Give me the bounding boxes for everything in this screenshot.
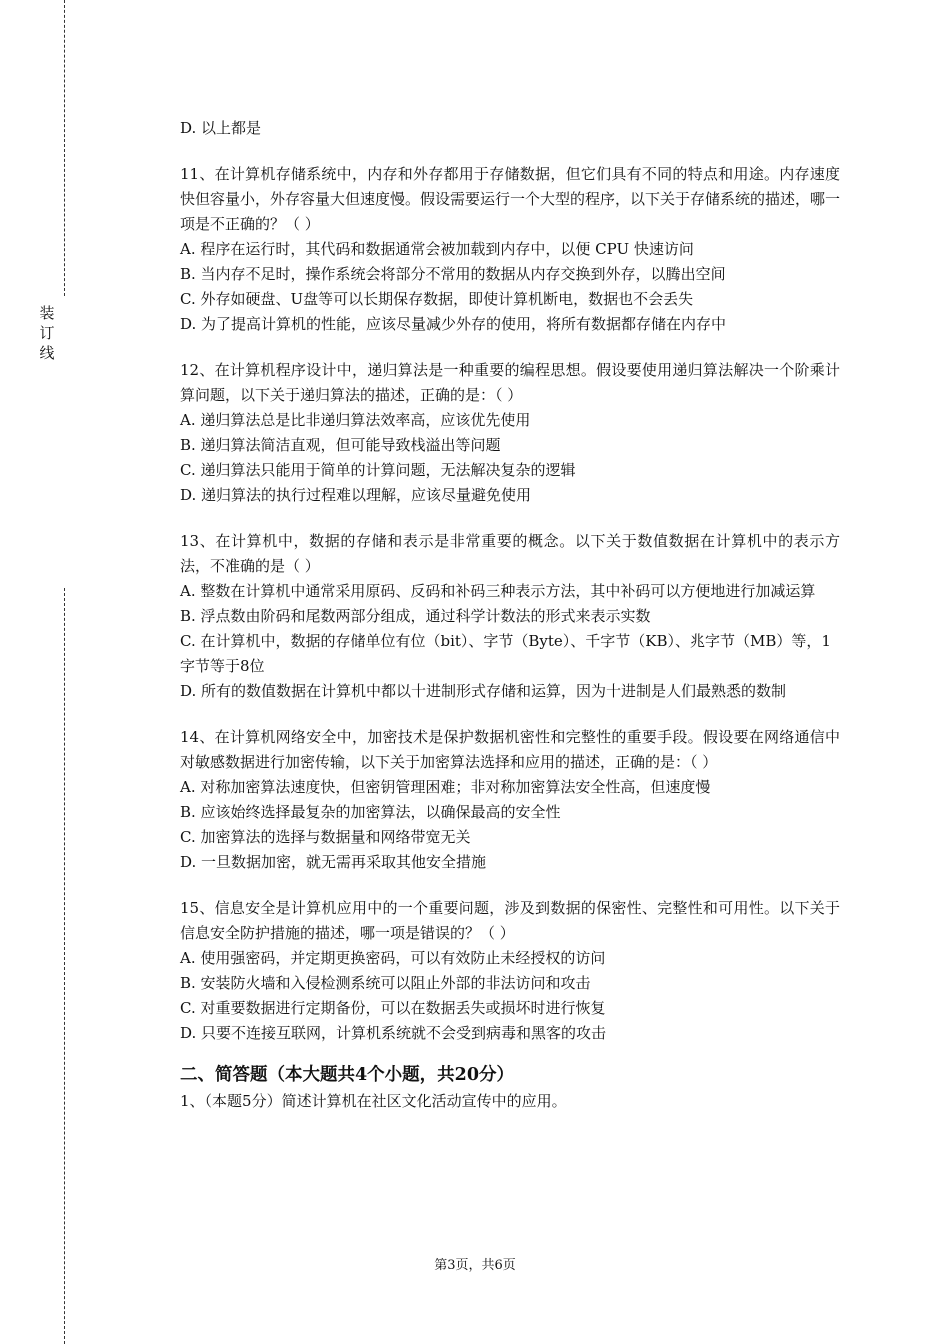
option-a: A. 整数在计算机中通常采用原码、反码和补码三种表示方法，其中补码可以方便地进行加减运算 [180,582,816,600]
option-a: A. 程序在运行时，其代码和数据通常会被加载到内存中，以便 CPU 快速访问 [180,240,694,258]
question-12 [180,358,840,508]
question-15 [180,896,840,1046]
question-14 [180,725,840,875]
option-a: A. 使用强密码，并定期更换密码，可以有效防止未经授权的访问 [180,949,606,967]
option-c: C. 递归算法只能用于简单的计算问题，无法解决复杂的逻辑 [180,461,576,479]
question-13 [180,529,840,704]
option-c: C. 在计算机中，数据的存储单位有位（bit）、字节（Byte）、千字节（KB）、兆字节（MB）等，1字节等于8位 [180,632,831,675]
binding-char: 装 [39,304,55,322]
question-stem: 14、在计算机网络安全中，加密技术是保护数据机密性和完整性的重要手段。假设要在网络通信中对敏感数据进行加密传输，以下关于加密算法选择和应用的描述，正确的是：（ ） [180,728,840,771]
option-d: D. 所有的数值数据在计算机中都以十进制形式存储和运算，因为十进制是人们最熟悉的数制 [180,682,787,700]
option-b: B. 安装防火墙和入侵检测系统可以阻止外部的非法访问和攻击 [180,974,591,992]
page-footer: 第3页，共6页 [434,1258,516,1273]
option-d-previous: D. 以上都是 [180,119,262,137]
option-d: D. 一旦数据加密，就无需再采取其他安全措施 [180,853,487,871]
option-b: B. 应该始终选择最复杂的加密算法，以确保最高的安全性 [180,803,561,821]
option-b: B. 浮点数由阶码和尾数两部分组成，通过科学计数法的形式来表示实数 [180,607,651,625]
question-11 [180,162,840,337]
option-b: B. 递归算法简洁直观，但可能导致栈溢出等问题 [180,436,501,454]
short-answer-item: 1、（本题5分）简述计算机在社区文化活动宣传中的应用。 [180,1092,567,1110]
option-a: A. 对称加密算法速度快，但密钥管理困难；非对称加密算法安全性高，但速度慢 [180,778,711,796]
option-d: D. 递归算法的执行过程难以理解，应该尽量避免使用 [180,486,532,504]
option-d: D. 只要不连接互联网，计算机系统就不会受到病毒和黑客的攻击 [180,1024,607,1042]
question-stem: 11、在计算机存储系统中，内存和外存都用于存储数据，但它们具有不同的特点和用途。内存速度快但容量小，外存容量大但速度慢。假设需要运行一个大型的程序，以下关于存储系统的描述，哪一项是不正确的？（ ） [180,165,841,233]
option-a: A. 递归算法总是比非递归算法效率高，应该优先使用 [180,411,531,429]
question-stem: 12、在计算机程序设计中，递归算法是一种重要的编程思想。假设要使用递归算法解决一个阶乘计算问题，以下关于递归算法的描述，正确的是：（ ） [180,361,840,404]
binding-line-bottom [64,588,65,1344]
option-c: C. 加密算法的选择与数据量和网络带宽无关 [180,828,471,846]
binding-label [38,303,56,363]
question-stem: 15、信息安全是计算机应用中的一个重要问题，涉及到数据的保密性、完整性和可用性。以下关于信息安全防护措施的描述，哪一项是错误的？（ ） [180,899,840,942]
question-stem: 13、在计算机中，数据的存储和表示是非常重要的概念。以下关于数值数据在计算机中的表示方法，不准确的是（ ） [180,532,840,575]
option-c: C. 对重要数据进行定期备份，可以在数据丢失或损坏时进行恢复 [180,999,606,1017]
option-c: C. 外存如硬盘、U盘等可以长期保存数据，即使计算机断电，数据也不会丢失 [180,290,694,308]
binding-line-top [64,0,65,296]
binding-char: 订 [39,324,55,342]
option-b: B. 当内存不足时，操作系统会将部分不常用的数据从内存交换到外存，以腾出空间 [180,265,726,283]
option-d: D. 为了提高计算机的性能，应该尽量减少外存的使用，将所有数据都存储在内存中 [180,315,727,333]
binding-char: 线 [39,344,55,362]
page-content [180,116,840,1114]
section-title: 二、简答题（本大题共4个小题，共20分） [180,1065,515,1085]
